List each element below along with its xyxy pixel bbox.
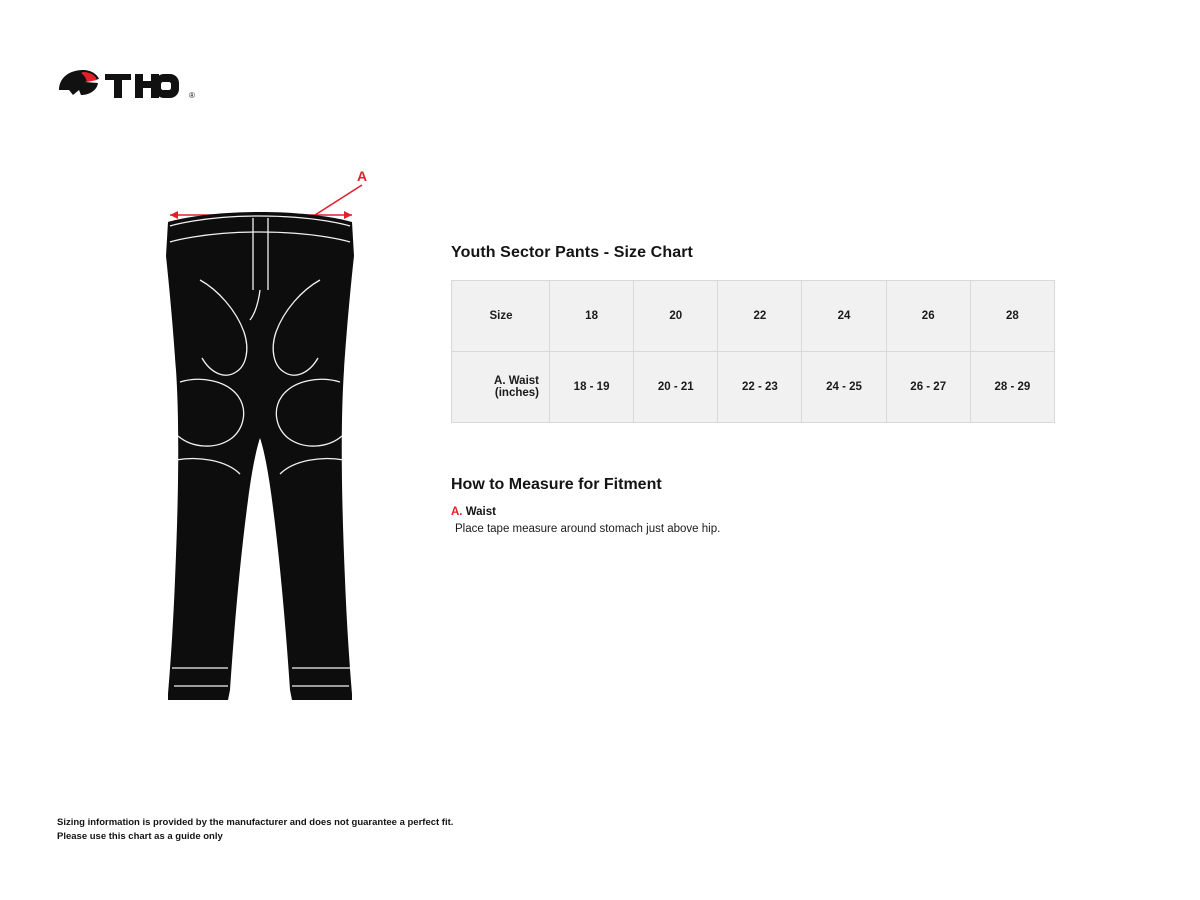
measure-item-description: Place tape measure around stomach just above hip.: [455, 523, 721, 535]
disclaimer-line-1: Sizing information is provided by the manufacturer and does not guarantee a perfect fit.: [57, 817, 454, 828]
table-row: [452, 352, 1055, 423]
measure-item-letter: A.: [451, 506, 463, 518]
table-header-cell: 18: [550, 281, 634, 352]
table-header-cell: 22: [718, 281, 802, 352]
size-chart-section: [451, 244, 1061, 423]
page-title: Youth Sector Pants - Size Chart: [451, 244, 693, 261]
brand-logo: [57, 68, 195, 104]
table-header-cell: Size: [452, 281, 550, 352]
table-cell: 18 - 19: [550, 352, 634, 423]
table-header-cell: 20: [634, 281, 718, 352]
registered-mark: ®: [189, 91, 195, 100]
callout-label-a: A: [357, 168, 368, 184]
table-header-cell: 24: [802, 281, 886, 352]
how-to-measure-section: [451, 476, 1051, 535]
disclaimer-line-2: Please use this chart as a guide only: [57, 831, 223, 843]
how-to-measure-heading: How to Measure for Fitment: [451, 476, 662, 493]
pants-diagram-icon: [140, 160, 400, 720]
table-cell: 22 - 23: [718, 352, 802, 423]
product-illustration: [140, 160, 400, 720]
measure-item-name: Waist: [465, 506, 496, 518]
size-chart-table: [451, 280, 1055, 423]
table-header-cell: 28: [970, 281, 1054, 352]
table-cell: 28 - 29: [970, 352, 1054, 423]
measure-item-waist: [451, 506, 1051, 518]
row-label: A. Waist (inches): [452, 352, 550, 423]
table-header-cell: 26: [886, 281, 970, 352]
table-cell: 20 - 21: [634, 352, 718, 423]
table-cell: 26 - 27: [886, 352, 970, 423]
disclaimer: [57, 816, 453, 845]
table-header-row: [452, 281, 1055, 352]
table-cell: 24 - 25: [802, 352, 886, 423]
thor-logo-icon: [57, 68, 187, 104]
